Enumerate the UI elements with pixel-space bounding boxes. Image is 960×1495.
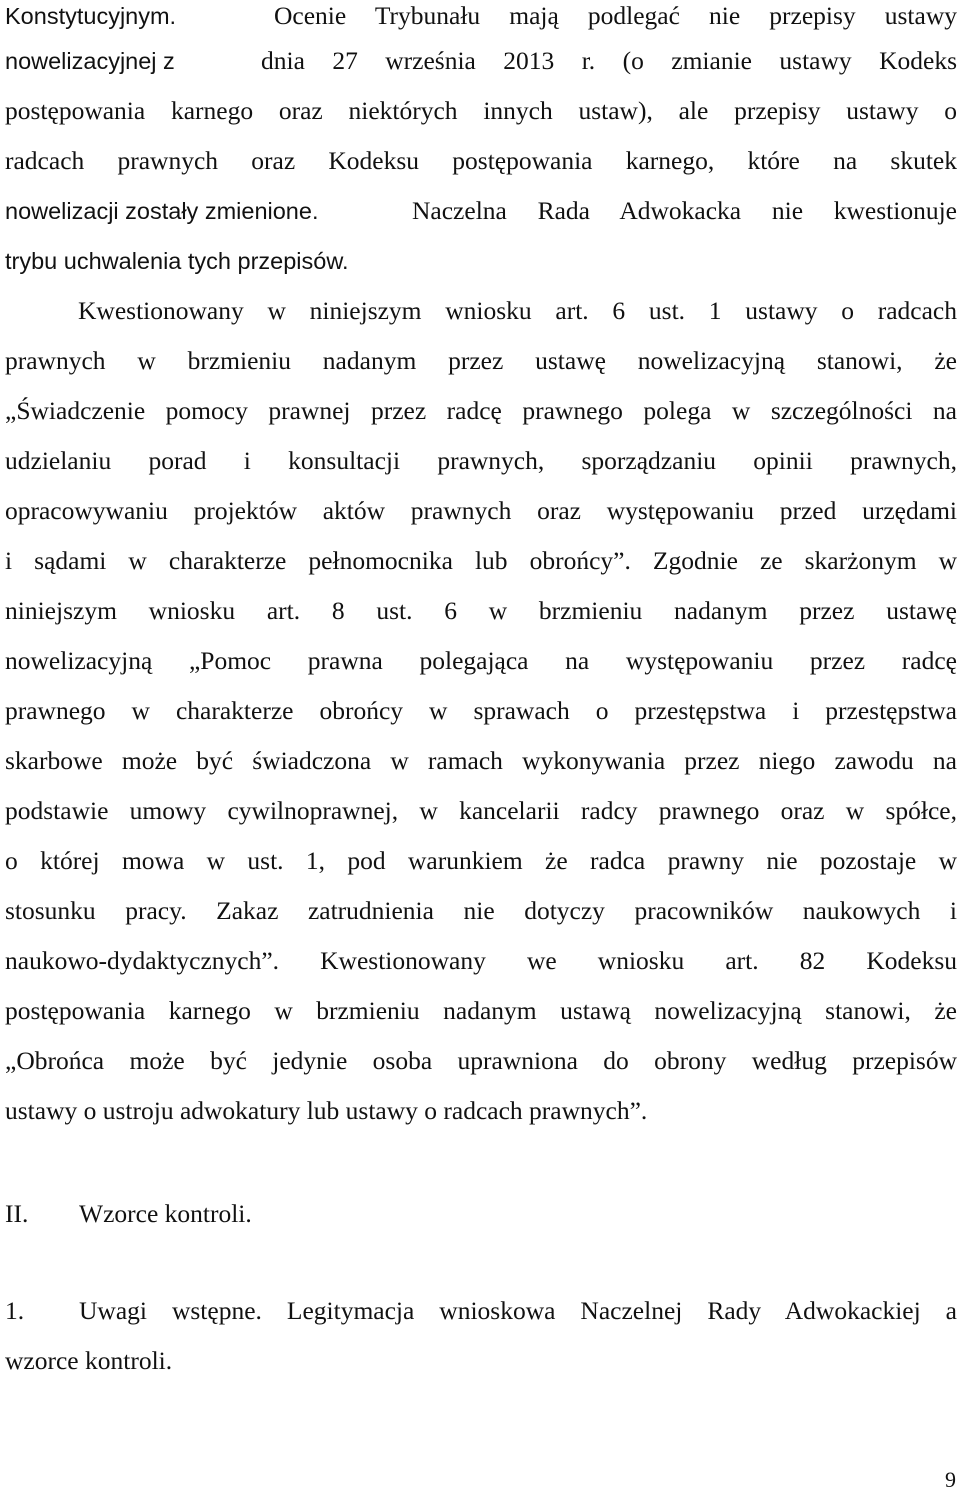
page-number: 9 (945, 1467, 956, 1492)
text-line: Kwestionowany w niniejszym wniosku art. 6 ust. 1 ustawy o radcach (78, 296, 957, 325)
text-segment: Konstytucyjnym. (5, 3, 177, 29)
section-title: Wzorce kontroli. (79, 1199, 252, 1228)
text-line (5, 193, 957, 229)
subsection-title-continued: wzorce kontroli. (5, 1346, 173, 1375)
text-line: skarbowe może być świadczona w ramach wykonywania przez niego zawodu na (5, 746, 957, 775)
text-line: trybu uchwalenia tych przepisów. (5, 248, 349, 274)
text-line: o której mowa w ust. 1, pod warunkiem że radca prawny nie pozostaje w (5, 846, 957, 875)
text-line: prawnych w brzmieniu nadanym przez ustawę nowelizacyjną stanowi, że (5, 346, 957, 375)
text-line: naukowo-dydaktycznych”. Kwestionowany we wniosku art. 82 Kodeksu (5, 946, 957, 975)
text-segment: nowelizacyjnej z (5, 48, 175, 74)
text-line (5, 43, 957, 79)
subsection-number: 1. (5, 1296, 25, 1325)
text-line: stosunku pracy. Zakaz zatrudnienia nie dotyczy pracowników naukowych i (5, 896, 957, 925)
text-segment: Ocenie Trybunału mają podlegać nie przepisy ustawy (274, 1, 957, 30)
text-line: „Obrońca może być jedynie osoba uprawniona do obrony według przepisów (5, 1046, 957, 1075)
text-line: podstawie umowy cywilnoprawnej, w kancelarii radcy prawnego oraz w spółce, (5, 796, 957, 825)
section-heading (5, 1196, 405, 1232)
text-line: nowelizacyjną „Pomoc prawna polegająca na występowaniu przez radcę (5, 646, 957, 675)
text-segment: nowelizacji zostały zmienione. (5, 198, 319, 224)
text-line: i sądami w charakterze pełnomocnika lub obrońcy”. Zgodnie ze skarżonym w (5, 546, 957, 575)
text-line: udzielaniu porad i konsultacji prawnych, sporządzaniu opinii prawnych, (5, 446, 957, 475)
text-line (5, 0, 957, 34)
subsection-title: Uwagi wstępne. Legitymacja wnioskowa Naczelnej Rady Adwokackiej a (79, 1296, 957, 1325)
text-line: prawnego w charakterze obrońcy w sprawach o przestępstwa i przestępstwa (5, 696, 957, 725)
section-number: II. (5, 1199, 29, 1228)
text-line: radcach prawnych oraz Kodeksu postępowania karnego, które na skutek (5, 146, 957, 175)
text-line: opracowywaniu projektów aktów prawnych oraz występowaniu przed urzędami (5, 496, 957, 525)
subsection-heading (5, 1293, 957, 1329)
text-segment: Naczelna Rada Adwokacka nie kwestionuje (412, 196, 957, 225)
text-segment: dnia 27 września 2013 r. (o zmianie ustawy Kodeks (261, 46, 957, 75)
text-line: postępowania karnego oraz niektórych innych ustaw), ale przepisy ustawy o (5, 96, 957, 125)
text-line: postępowania karnego w brzmieniu nadanym ustawą nowelizacyjną stanowi, że (5, 996, 957, 1025)
text-line: „Świadczenie pomocy prawnej przez radcę prawnego polega w szczególności na (5, 396, 957, 425)
text-line: niniejszym wniosku art. 8 ust. 6 w brzmieniu nadanym przez ustawę (5, 596, 957, 625)
text-line: ustawy o ustroju adwokatury lub ustawy o radcach prawnych”. (5, 1096, 648, 1125)
